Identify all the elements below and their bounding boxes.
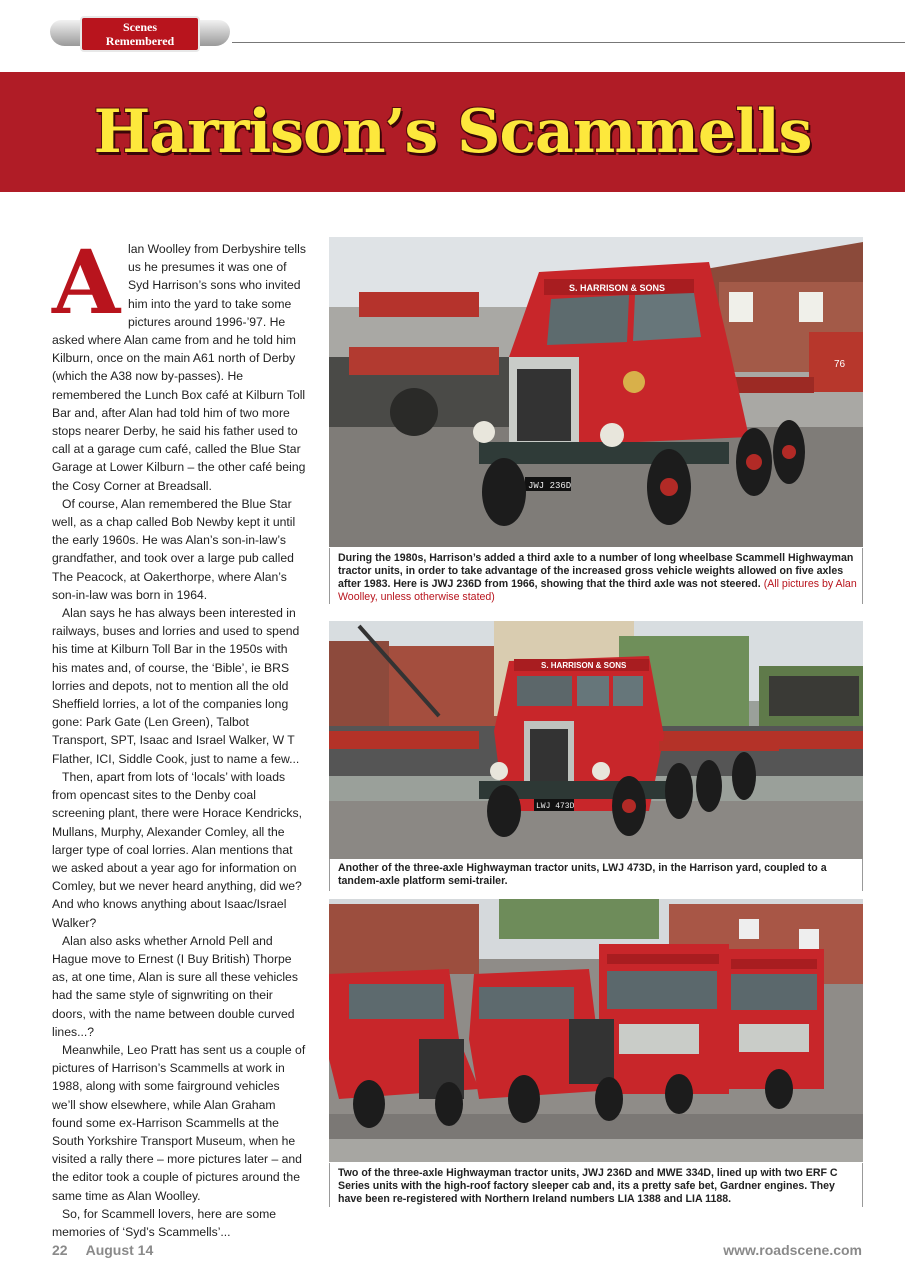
photo-caption-1 (338, 552, 858, 604)
badge-line2: Remembered (105, 34, 175, 48)
caption-rule-left (329, 548, 330, 604)
article-paragraph-1: lan Woolley from Derbyshire tells us he presumes it was one of Syd Harrison’s sons who invited him into the yard to take some pictures around 1996-’97. He asked where Alan came from and he told him Kilburn, once on the main A61 north of Derby (which the A38 now by-passes). He remembered the Lunch Box café at Kilburn Toll Bar and, after Alan had told him of two more stops nearer Derby, he said his father used to call at a garage cum café, called the Blue Star Garage at Lower Kilburn – the other café being the Cosy Corner at Breadsall. (52, 242, 306, 493)
photo-scammell-lwj473d (329, 621, 863, 859)
caption-text-1: During the 1980s, Harrison’s added a third axle to a number of long wheelbase Scammell Highwayman tractor units, in order to take advantage of the increased gross vehicle weights allowed on five axles after 1983. Here is JWJ 236D from 1966, showing that the third axle was not steered. (338, 552, 854, 590)
registration-plate: JWJ 236D (528, 481, 572, 491)
article-paragraph-3: Alan says he has always been interested in railways, buses and lorries and used to spend his time at Kilburn Toll Bar in the 1950s with his mates and, of course, the ‘Bible’, ie BRS lorries and depots, not to mention all the old Sheffield lorries, a lot of the companies long gone: Park Gate (Len Green), Talbot Transport, SPT, Isaac and Israel Walker, W T Flather, ICI, Siddle Cook, just to name a few... (52, 606, 300, 766)
header-rule (232, 42, 905, 43)
badge-line1: Scenes (123, 20, 157, 34)
badge-plate (80, 16, 200, 52)
photo-lineup (329, 899, 863, 1162)
footer-folio (52, 1242, 153, 1258)
caption-rule-right (862, 1163, 863, 1207)
trailer-number-text: 76 (834, 359, 846, 370)
article-paragraph-5: Alan also asks whether Arnold Pell and Hague move to Ernest (I Buy British) Thorpe as, at one time, Alan is sure all these vehicles had the same style of signwriting on their doors, with the name between double curved lines...? (52, 933, 298, 1039)
issue-date: August 14 (85, 1242, 154, 1258)
drop-cap: A (52, 230, 121, 334)
article-paragraph-4: Then, apart from lots of ‘locals’ with loads from opencast sites to the Denby coal screening plant, there were Horace Kendricks, Mullans, Murphy, Alexander Comley, all the larger type of coal lorries. Alan mentions that we asked about a year ago for information on Comley, but we never heard anything, did we? And who knows anything about Isaac/Israel Walker? (52, 769, 302, 930)
article-paragraph-6: Meanwhile, Leo Pratt has sent us a couple of pictures of Harrison’s Scammells at work in 1988, along with some fairground vehicles we’ll show elsewhere, while Alan Graham found some ex-Harrison Scammells at the South Yorkshire Transport Museum, when he visited a rally there – more pictures later – and the editor took a couple of pictures around the same time as Alan Woolley. (52, 1042, 306, 1203)
page-title: Harrison’s Scammells (93, 97, 812, 167)
footer-website: www.roadscene.com (723, 1242, 862, 1258)
article-paragraph-7: So, for Scammell lovers, here are some memories of ‘Syd’s Scammells’... (52, 1206, 277, 1239)
caption-rule-left (329, 859, 330, 891)
photo-caption-3: Two of the three-axle Highwayman tractor units, JWJ 236D and MWE 334D, lined up with two ERF C Series units with the high-roof factory sleeper cab and, its a pretty safe bet, Gardner engines. They have been re-registered with Northern Ireland numbers LIA 1388 and LIA 1188. (338, 1167, 838, 1205)
photo-caption-2: Another of the three-axle Highwayman tractor units, LWJ 473D, in the Harrison yard, coupled to a tandem-axle platform semi-trailer. (338, 862, 827, 887)
cab-signwriting: S. HARRISON & SONS (569, 283, 666, 293)
photo-credit: (All pictures by Alan Woolley, unless otherwise stated) (338, 578, 857, 603)
caption-rule-left (329, 1163, 330, 1207)
article-body (52, 230, 306, 1241)
article-paragraph-2: Of course, Alan remembered the Blue Star well, as a chap called Bob Newby kept it until the early 1960s. He was Alan’s son-in-law’s grandfather, and took over a large pub called The Peacock, at Oakerthorpe, where Alan’s son-in-law was born in 1964. (52, 496, 296, 602)
registration-plate: LWJ 473D (536, 802, 575, 811)
photo-scammell-jwj236d (329, 237, 863, 547)
page-number: 22 (52, 1242, 68, 1258)
caption-rule-right (862, 548, 863, 604)
cab-signwriting: S. HARRISON & SONS (541, 661, 627, 670)
section-badge (50, 14, 230, 54)
caption-rule-right (862, 859, 863, 891)
